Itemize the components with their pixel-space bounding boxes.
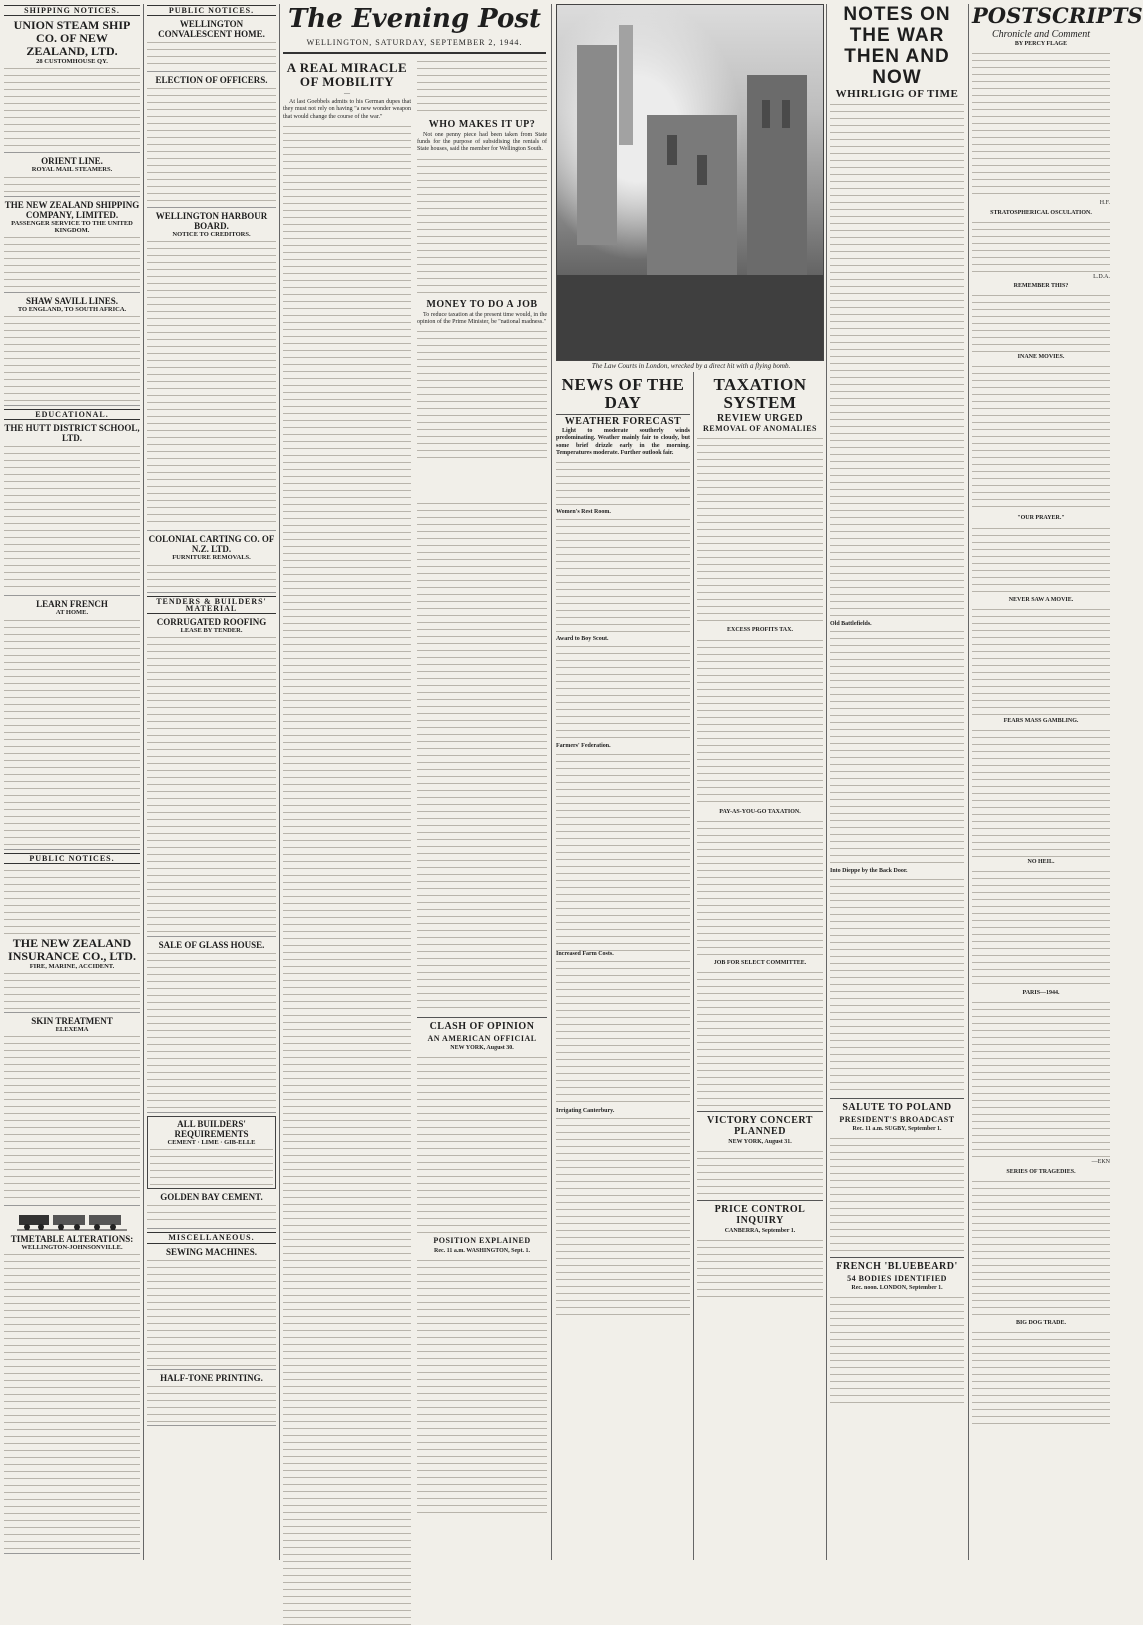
postscripts-byline: BY PERCY FLAGE [1014, 41, 1068, 48]
ad-subheading: FURNITURE REMOVALS. [172, 554, 251, 562]
news-item-heading: Women's Rest Room. [556, 509, 611, 516]
column-rule [968, 4, 969, 1560]
taxation-subhead: REVIEW URGED [716, 413, 804, 424]
price-control-headline: PRICE CONTROL INQUIRY [714, 1204, 806, 1227]
column-body-text [972, 606, 1110, 716]
notes-on-the-war-headline: NOTES ON THE WAR THEN AND NOW [843, 4, 951, 88]
postscripts-column [972, 3, 1143, 1560]
ad-subheading: LEASE BY TENDER. [180, 627, 243, 635]
postscript-item-heading: BIG DOG TRADE. [1015, 1319, 1067, 1326]
ad-body-text [147, 1202, 276, 1226]
presidents-broadcast-dateline: Rec. 11 a.m. SUGBY, September 1. [852, 1125, 942, 1132]
ad-heading: HALF-TONE PRINTING. [160, 1372, 263, 1383]
half-tone-printing-ad [147, 1373, 276, 1426]
ad-subheading: ELEXEMA [55, 1026, 89, 1034]
ad-subheading: ROYAL MAIL STEAMERS. [31, 166, 113, 174]
money-to-do-a-job-headline: MONEY TO DO A JOB [426, 298, 538, 310]
postscript-item-heading: SERIES OF TRAGEDIES. [1006, 1168, 1076, 1175]
taxation-system-headline: TAXATION SYSTEM [713, 375, 807, 412]
masthead [283, 4, 546, 54]
railway-train-icon [17, 1209, 127, 1231]
ad-body-text [147, 634, 276, 934]
article-body-text [697, 969, 823, 1109]
weather-forecast-heading: WEATHER FORECAST [564, 416, 682, 427]
ad-subheading: PASSENGER SERVICE TO THE UNITED KINGDOM. [11, 219, 133, 234]
column-body-text [972, 363, 1110, 513]
postscript-item-heading: NO HEIL. [1027, 859, 1055, 866]
article-body-text [417, 500, 547, 1010]
section-heading-educational: EDUCATIONAL. [4, 409, 140, 420]
editorial-column: A REAL MIRACLE OF MOBILITY — At last Goebbels admits to his German dupes that they must not rely on having "a new wonder weapon that would change the course of the war." [283, 58, 411, 1560]
section-heading-public-notices: PUBLIC NOTICES. [147, 5, 276, 16]
signature: L.D.A. [1093, 273, 1110, 280]
clash-of-opinion-headline: CLASH OF OPINION [429, 1021, 535, 1032]
postscripts-subhead: Chronicle and Comment [992, 29, 1090, 40]
bodies-identified-subhead: 54 BODIES IDENTIFIED [847, 1274, 947, 1284]
dieppe-heading: Into Dieppe by the Back Door. [830, 868, 908, 875]
article-body-text [417, 156, 547, 296]
article-body-text [697, 818, 823, 958]
postscript-item-heading: INANE MOVIES. [1017, 354, 1065, 361]
builders-requirements-ad [147, 1116, 276, 1189]
article-body-text [830, 101, 964, 621]
postscript-item-heading: STRATOSPHERICAL OSCULATION. [990, 209, 1092, 216]
ad-heading: ORIENT LINE. [41, 156, 103, 167]
french-bluebeard-headline: FRENCH 'BLUEBEARD' [836, 1261, 958, 1273]
ad-body-text [147, 1383, 276, 1423]
column-body-text [972, 1178, 1110, 1318]
ad-heading: THE NEW ZEALAND SHIPPING COMPANY, LIMITED. [4, 199, 140, 220]
article-body-text [417, 1257, 547, 1517]
newspaper-title: The Evening Post [287, 4, 542, 34]
ad-subheading: FIRE, MARINE, ACCIDENT. [29, 962, 115, 970]
news-item-text [556, 516, 690, 636]
ad-body-text [4, 313, 140, 403]
election-of-officers-ad [147, 75, 276, 208]
ad-subheading: AT HOME. [55, 609, 89, 617]
ad-heading: SEWING MACHINES. [165, 1246, 257, 1257]
editorial-headline: A REAL MIRACLE OF MOBILITY [286, 60, 408, 89]
column-body-text [972, 999, 1110, 1159]
ad-subheading: NOTICE TO CREDITORS. [172, 231, 251, 239]
article-body-text [697, 435, 823, 625]
ad-heading: COLONIAL CARTING CO. OF N.Z. LTD. [148, 534, 275, 555]
clash-of-opinion-subhead: AN AMERICAN OFFICIAL [427, 1034, 537, 1043]
ad-body-text [150, 1146, 273, 1186]
ad-heading: THE HUTT DISTRICT SCHOOL, LTD. [4, 423, 140, 444]
union-steam-ship-ad [4, 19, 140, 153]
ad-heading: THE NEW ZEALAND INSURANCE CO., LTD. [8, 935, 136, 963]
ad-heading: WELLINGTON CONVALESCENT HOME. [158, 19, 265, 40]
weather-details [556, 459, 690, 509]
column-body-text [972, 50, 1110, 200]
column-rule [143, 4, 144, 1560]
ad-subheading: 28 CUSTOMHOUSE QY. [36, 58, 108, 66]
learn-french-ad [4, 599, 140, 849]
nz-insurance-ad [4, 937, 140, 1013]
sewing-machines-ad [147, 1247, 276, 1370]
ad-body-text [147, 562, 276, 590]
ad-body-text [147, 39, 276, 69]
news-of-the-day-headline: NEWS OF THE DAY [561, 375, 685, 412]
clash-of-opinion-article [417, 1015, 547, 1560]
ad-subheading: CEMENT · LIME · GIB-ELLE [167, 1139, 256, 1147]
column-body-text [972, 292, 1110, 352]
section-heading-public-notices: PUBLIC NOTICES. [4, 853, 140, 864]
ad-subheading: TO ENGLAND, TO SOUTH AFRICA. [17, 306, 127, 314]
column-body-text [972, 1329, 1110, 1429]
column-body-text [972, 219, 1110, 274]
taxation-system-column [697, 376, 823, 1560]
column-rule [693, 372, 694, 1560]
victory-concert-dateline: NEW YORK, August 31. [728, 1139, 792, 1146]
photo-caption: The Law Courts in London, wrecked by a direct hit with a flying bomb. [591, 362, 791, 370]
article-body-text [830, 1294, 964, 1404]
news-item-heading: Farmers' Federation. [556, 743, 611, 750]
shipping-notices-column [4, 4, 140, 1560]
column-body-text [972, 727, 1110, 857]
article-body-text [697, 1148, 823, 1198]
editorial-lede: At last Goebbels admits to his German dupes that they must not rely on having "a new wonder weapon that would change the course of the war." [283, 99, 411, 120]
ad-body-text [4, 443, 140, 593]
nz-shipping-company-ad [4, 200, 140, 293]
ad-body-text [4, 1033, 140, 1203]
ad-heading: WELLINGTON HARBOUR BOARD. [155, 211, 268, 232]
hutt-school-ad [4, 423, 140, 596]
bluebeard-dateline: Rec. noon. LONDON, September 1. [851, 1285, 943, 1292]
postscript-item-heading: "OUR PRAYER." [1017, 515, 1065, 522]
ad-body-text [4, 174, 140, 194]
old-battlefields-heading: Old Battlefields. [830, 621, 872, 628]
public-notice-text [4, 867, 140, 937]
ad-body-text [4, 617, 140, 847]
section-heading-tenders: TENDERS & BUILDERS' MATERIAL [147, 596, 276, 614]
convalescent-home-ad [147, 19, 276, 72]
article-body-text [830, 628, 964, 868]
ad-body-text [4, 234, 140, 290]
glass-house-ad [147, 940, 276, 1113]
select-committee-subhead: JOB FOR SELECT COMMITTEE. [713, 959, 807, 966]
who-makes-it-up-headline: WHO MAKES IT UP? [428, 119, 536, 130]
weather-forecast-text: Light to moderate southerly winds predominating. Weather mainly fair to cloudy, but some brief drizzle early in the morning. Temperatures moderate. Further outlook fair. [556, 428, 690, 456]
article-body-text [417, 1054, 547, 1234]
article-body-text [417, 328, 547, 458]
signature: H.F. [1099, 200, 1110, 207]
news-item-heading: Award to Boy Scout. [556, 636, 609, 643]
continued-text [417, 58, 547, 116]
presidents-broadcast-subhead: PRESIDENT'S BROADCAST [839, 1114, 955, 1124]
ad-heading: SALE OF GLASS HOUSE. [158, 940, 265, 951]
dateline: WELLINGTON, SATURDAY, SEPTEMBER 2, 1944. [306, 38, 523, 47]
column-rule [826, 4, 827, 1560]
who-makes-it-up-lede: Not one penny piece had been taken from State funds for the purpose of subsidising the rentals of State houses, said the member for Wellington South. [417, 132, 547, 153]
clash-of-opinion-dateline: NEW YORK, August 30. [450, 1045, 514, 1052]
ad-body-text [4, 1251, 140, 1551]
ad-body-text [4, 970, 140, 1010]
ad-heading: LEARN FRENCH [36, 599, 108, 610]
salute-to-poland-headline: SALUTE TO POLAND [842, 1101, 952, 1113]
ad-heading: SHAW SAVILL LINES. [26, 296, 118, 307]
price-control-dateline: CANBERRA, September 1. [724, 1228, 796, 1235]
ad-body-text [147, 950, 276, 1110]
postscript-item-heading: REMEMBER THIS? [1013, 283, 1069, 290]
ad-heading: CORRUGATED ROOFING [156, 617, 267, 628]
postscript-item-heading: NEVER SAW A MOVIE. [1008, 596, 1074, 603]
excess-profits-subhead: EXCESS PROFITS TAX. [727, 627, 793, 634]
ad-heading: ALL BUILDERS' REQUIREMENTS [174, 1119, 249, 1140]
ad-body-text [147, 238, 276, 528]
public-notices-column [147, 4, 276, 1560]
second-editorial-column [417, 58, 547, 498]
article-body-text [830, 1135, 964, 1255]
elexema-ad [4, 1016, 140, 1206]
postscript-item-heading: FEARS MASS GAMBLING. [1003, 717, 1079, 724]
news-item-text [556, 751, 690, 951]
column-body-text [972, 525, 1110, 595]
postscripts-headline: POSTSCRIPTS [972, 3, 1143, 28]
news-item-heading: Irrigating Canterbury. [556, 1107, 615, 1114]
notes-on-the-war-column [830, 4, 964, 1560]
ad-body-text [147, 1257, 276, 1367]
position-explained-dateline: Rec. 11 a.m. WASHINGTON, Sept. 1. [434, 1247, 530, 1254]
signature: —EKN [1091, 1159, 1110, 1166]
postscript-item-heading: PARIS—1944. [1022, 990, 1060, 997]
corrugated-roofing-ad [147, 617, 276, 937]
column-body-text [972, 868, 1110, 988]
money-to-do-a-job-lede: To reduce taxation at the present time would, in the opinion of the Prime Minister, be "national madness." [417, 311, 547, 325]
ad-subheading: WELLINGTON-JOHNSONVILLE. [21, 1244, 123, 1252]
ad-body-text [4, 65, 140, 150]
section-heading-shipping: SHIPPING NOTICES. [4, 5, 140, 16]
article-body-text [830, 876, 964, 1096]
ad-heading: GOLDEN BAY CEMENT. [160, 1192, 263, 1203]
shaw-savill-ad [4, 296, 140, 406]
news-item-heading: Increased Farm Costs. [556, 950, 614, 957]
law-courts-bomb-damage-photo [556, 4, 824, 361]
ad-heading: SKIN TREATMENT [31, 1016, 113, 1027]
pay-as-you-go-subhead: PAY-AS-YOU-GO TAXATION. [719, 808, 801, 815]
article-body-text [697, 1237, 823, 1297]
ad-heading: UNION STEAM SHIP CO. OF NEW ZEALAND, LTD. [13, 18, 131, 59]
harbour-board-ad [147, 211, 276, 531]
ad-heading: TIMETABLE ALTERATIONS: [10, 1234, 134, 1245]
golden-bay-cement-ad [147, 1192, 276, 1229]
removal-of-anomalies-subhead: REMOVAL OF ANOMALIES [702, 424, 817, 434]
ad-body-text [147, 85, 276, 205]
ad-heading: ELECTION OF OFFICERS. [155, 75, 268, 86]
money-job-continued [417, 500, 547, 1010]
orient-line-ad [4, 156, 140, 196]
timetable-ad [4, 1234, 140, 1554]
news-item-text [556, 1115, 690, 1315]
news-item-text [556, 958, 690, 1108]
editorial-body-text [283, 123, 411, 1625]
section-heading-miscellaneous: MISCELLANEOUS. [147, 1232, 276, 1243]
column-rule [551, 4, 552, 1560]
news-of-the-day-column [556, 376, 690, 1560]
colonial-carting-ad [147, 534, 276, 592]
position-explained-headline: POSITION EXPLAINED [433, 1236, 531, 1246]
victory-concert-headline: VICTORY CONCERT PLANNED [707, 1115, 813, 1138]
whirligig-subhead: WHIRLIGIG OF TIME [835, 88, 959, 100]
column-rule [279, 4, 280, 1560]
news-item-text [556, 643, 690, 743]
article-body-text [697, 637, 823, 807]
